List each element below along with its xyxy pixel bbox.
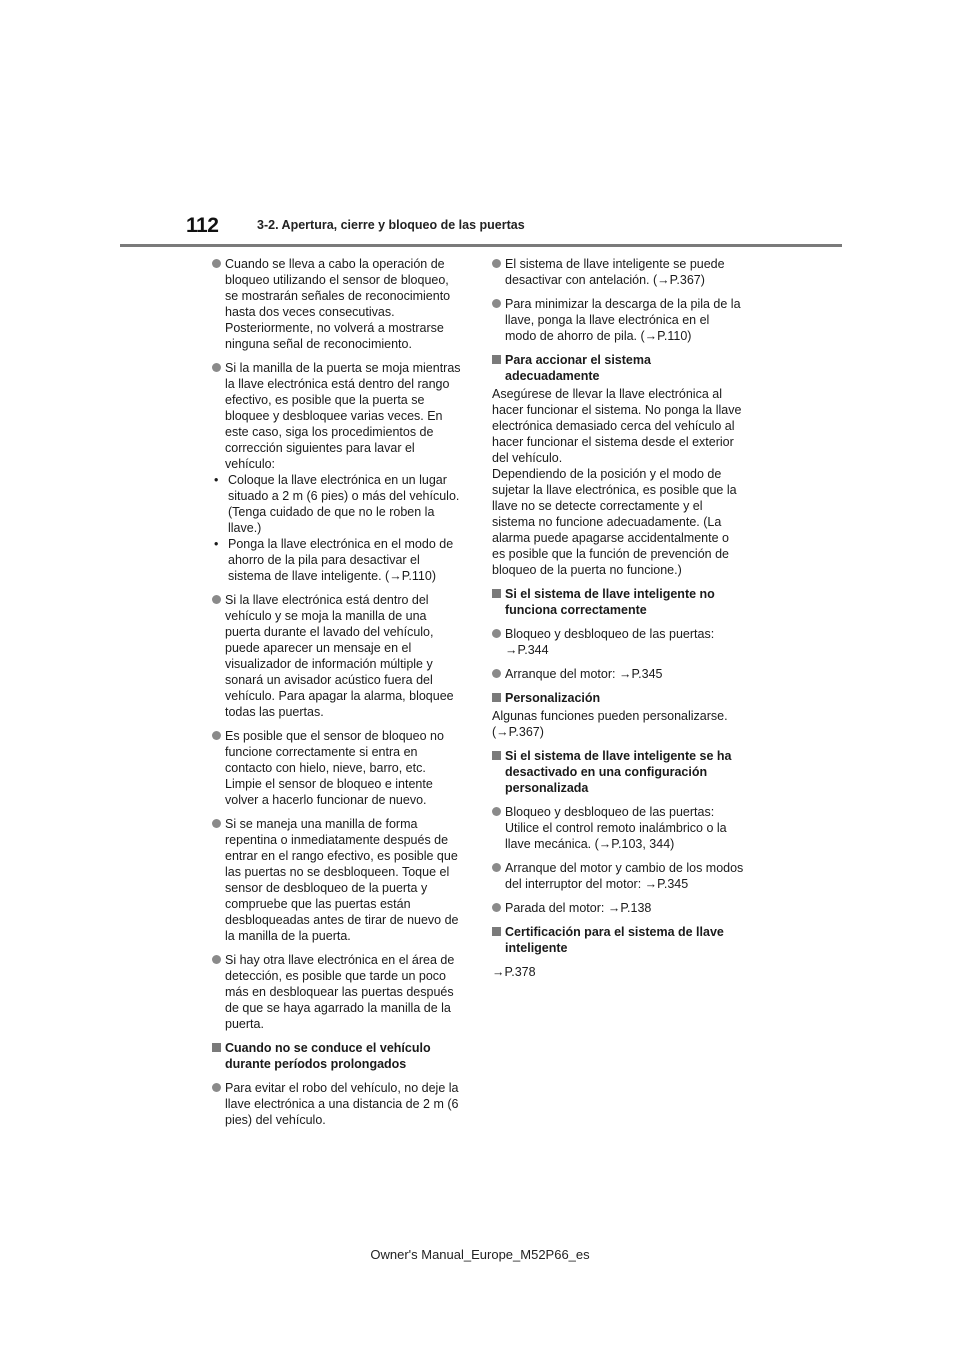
footer-manual-id: Owner's Manual_Europe_M52P66_es <box>370 1247 590 1262</box>
bullet-circle-icon <box>492 863 501 872</box>
heading-text: Para accionar el sistema adecuadamente <box>505 353 651 383</box>
bullet-circle-icon <box>212 259 221 268</box>
bullet-circle-icon <box>212 819 221 828</box>
heading-text: Cuando no se conduce el vehículo durante períodos prolongados <box>225 1041 431 1071</box>
sub-item-text: Coloque la llave electrónica en un lugar situado a 2 m (6 pies) o más del vehículo. (Tenga cuidado de que no le roben la llave.) <box>228 473 460 535</box>
bullet-text: Para minimizar la descarga de la pila de la llave, ponga la llave electrónica en el modo de ahorro de pila. (→P.110) <box>505 297 741 343</box>
heading-text: Certificación para el sistema de llave inteligente <box>505 925 724 955</box>
bullet-text: Arranque del motor y cambio de los modos del interruptor del motor: →P.345 <box>505 861 744 891</box>
bullet-item <box>212 256 464 352</box>
bullet-item <box>492 626 744 658</box>
left-column <box>212 256 464 1136</box>
heading-text: Si el sistema de llave inteligente se ha desactivado en una configuración personalizada <box>505 749 732 795</box>
bullet-item <box>492 860 744 892</box>
heading-text: Personalización <box>505 691 601 705</box>
bullet-circle-icon <box>492 669 501 678</box>
bullet-item <box>212 728 464 808</box>
sub-item <box>212 472 464 536</box>
bullet-text: Es posible que el sensor de bloqueo no funcione correctamente si entra en contacto con hielo, nieve, barro, etc. Limpie el sensor de bloqueo e intente volver a hacerlo funcionar de nuevo. <box>225 729 444 807</box>
right-column <box>492 256 744 988</box>
heading-square-icon <box>492 927 501 936</box>
page-reference-link[interactable]: →P.378 <box>492 965 536 979</box>
subsection-heading <box>492 352 744 384</box>
section-title: 3-2. Apertura, cierre y bloqueo de las puertas <box>257 218 525 232</box>
heading-text: Si el sistema de llave inteligente no funciona correctamente <box>505 587 715 617</box>
bullet-text: Bloqueo y desbloqueo de las puertas: →P.344 <box>505 627 715 657</box>
bullet-circle-icon <box>492 299 501 308</box>
subsection-heading <box>492 586 744 618</box>
heading-square-icon <box>492 751 501 760</box>
bullet-circle-icon <box>492 807 501 816</box>
bullet-circle-icon <box>212 363 221 372</box>
bullet-circle-icon <box>212 1083 221 1092</box>
sub-bullet-icon: • <box>214 537 219 551</box>
sub-item-text: Ponga la llave electrónica en el modo de ahorro de la pila para desactivar el sistema de llave inteligente. (→P.110) <box>228 537 454 583</box>
bullet-item <box>212 592 464 720</box>
heading-square-icon <box>492 355 501 364</box>
paragraph: Algunas funciones pueden personalizarse. (→P.367) <box>492 709 728 739</box>
paragraph-group <box>492 386 744 578</box>
subsection-heading <box>492 690 744 706</box>
subsection-heading <box>492 748 744 796</box>
heading-square-icon <box>212 1043 221 1052</box>
paragraph: Asegúrese de llevar la llave electrónica al hacer funcionar el sistema. No ponga la llave electrónica demasiado cerca del vehículo al hacer funcionar el sistema desde el exterior del vehículo. <box>492 387 742 465</box>
bullet-item <box>492 900 744 916</box>
bullet-circle-icon <box>492 903 501 912</box>
bullet-item <box>492 666 744 682</box>
sub-item <box>212 536 464 584</box>
header-divider <box>120 244 842 247</box>
bullet-text: Parada del motor: →P.138 <box>505 901 652 915</box>
sub-bullet-icon: • <box>214 473 219 487</box>
bullet-item <box>212 1080 464 1128</box>
bullet-text: Si hay otra llave electrónica en el área de detección, es posible que tarde un poco más en desbloquear las puertas después de que se haya agarrado la manilla de la puerta. <box>225 953 455 1031</box>
bullet-circle-icon <box>212 955 221 964</box>
bullet-text: Arranque del motor: →P.345 <box>505 667 663 681</box>
bullet-text: Para evitar el robo del vehículo, no deje la llave electrónica a una distancia de 2 m (6 pies) del vehículo. <box>225 1081 459 1127</box>
bullet-group <box>212 360 464 584</box>
bullet-text: Bloqueo y desbloqueo de las puertas: Utilice el control remoto inalámbrico o la llave mecánica. (→P.103, 344) <box>505 805 727 851</box>
bullet-text: Si la manilla de la puerta se moja mientras la llave electrónica está dentro del rango efectivo, es posible que la puerta se bloquee y desbloquee varias veces. En este caso, siga los procedimientos de corrección siguientes para lavar el vehículo: <box>225 361 461 471</box>
bullet-text: El sistema de llave inteligente se puede desactivar con antelación. (→P.367) <box>505 257 725 287</box>
subsection-heading <box>492 924 744 956</box>
bullet-text: Si la llave electrónica está dentro del vehículo y se moja la manilla de una puerta durante el lavado del vehículo, puede aparecer un mensaje en el visualizador de información múltiple y sonará un avisador acústico fuera del vehículo. Para apagar la alarma, bloquee todas las puertas. <box>225 593 454 719</box>
subsection-heading <box>212 1040 464 1072</box>
bullet-item <box>212 952 464 1032</box>
bullet-item <box>492 296 744 344</box>
heading-square-icon <box>492 693 501 702</box>
page-number: 112 <box>186 214 219 237</box>
bullet-item <box>492 804 744 852</box>
bullet-circle-icon <box>212 731 221 740</box>
bullet-text: Cuando se lleva a cabo la operación de bloqueo utilizando el sensor de bloqueo, se mostrarán señales de reconocimiento hasta dos veces consecutivas. Posteriormente, no volverá a mostrarse ninguna señal de reconocimiento. <box>225 257 451 351</box>
bullet-circle-icon <box>492 629 501 638</box>
heading-square-icon <box>492 589 501 598</box>
bullet-circle-icon <box>212 595 221 604</box>
bullet-text: Si se maneja una manilla de forma repentina o inmediatamente después de entrar en el rango efectivo, es posible que las puertas no se desbloqueen. Toque el sensor de desbloqueo de la puerta y compruebe que las puertas están desbloqueadas antes de tirar de nuevo de la manilla de la puerta. <box>225 817 459 943</box>
bullet-circle-icon <box>492 259 501 268</box>
bullet-item <box>212 816 464 944</box>
bullet-item <box>492 256 744 288</box>
paragraph: Dependiendo de la posición y el modo de sujetar la llave electrónica, es posible que la llave no se detecte correctamente y el sistema no funcione adecuadamente. (La alarma puede apagarse accidentalmente o es posible que la función de prevención de bloqueo de la puerta no funcione.) <box>492 467 737 577</box>
bullet-item <box>212 360 464 472</box>
